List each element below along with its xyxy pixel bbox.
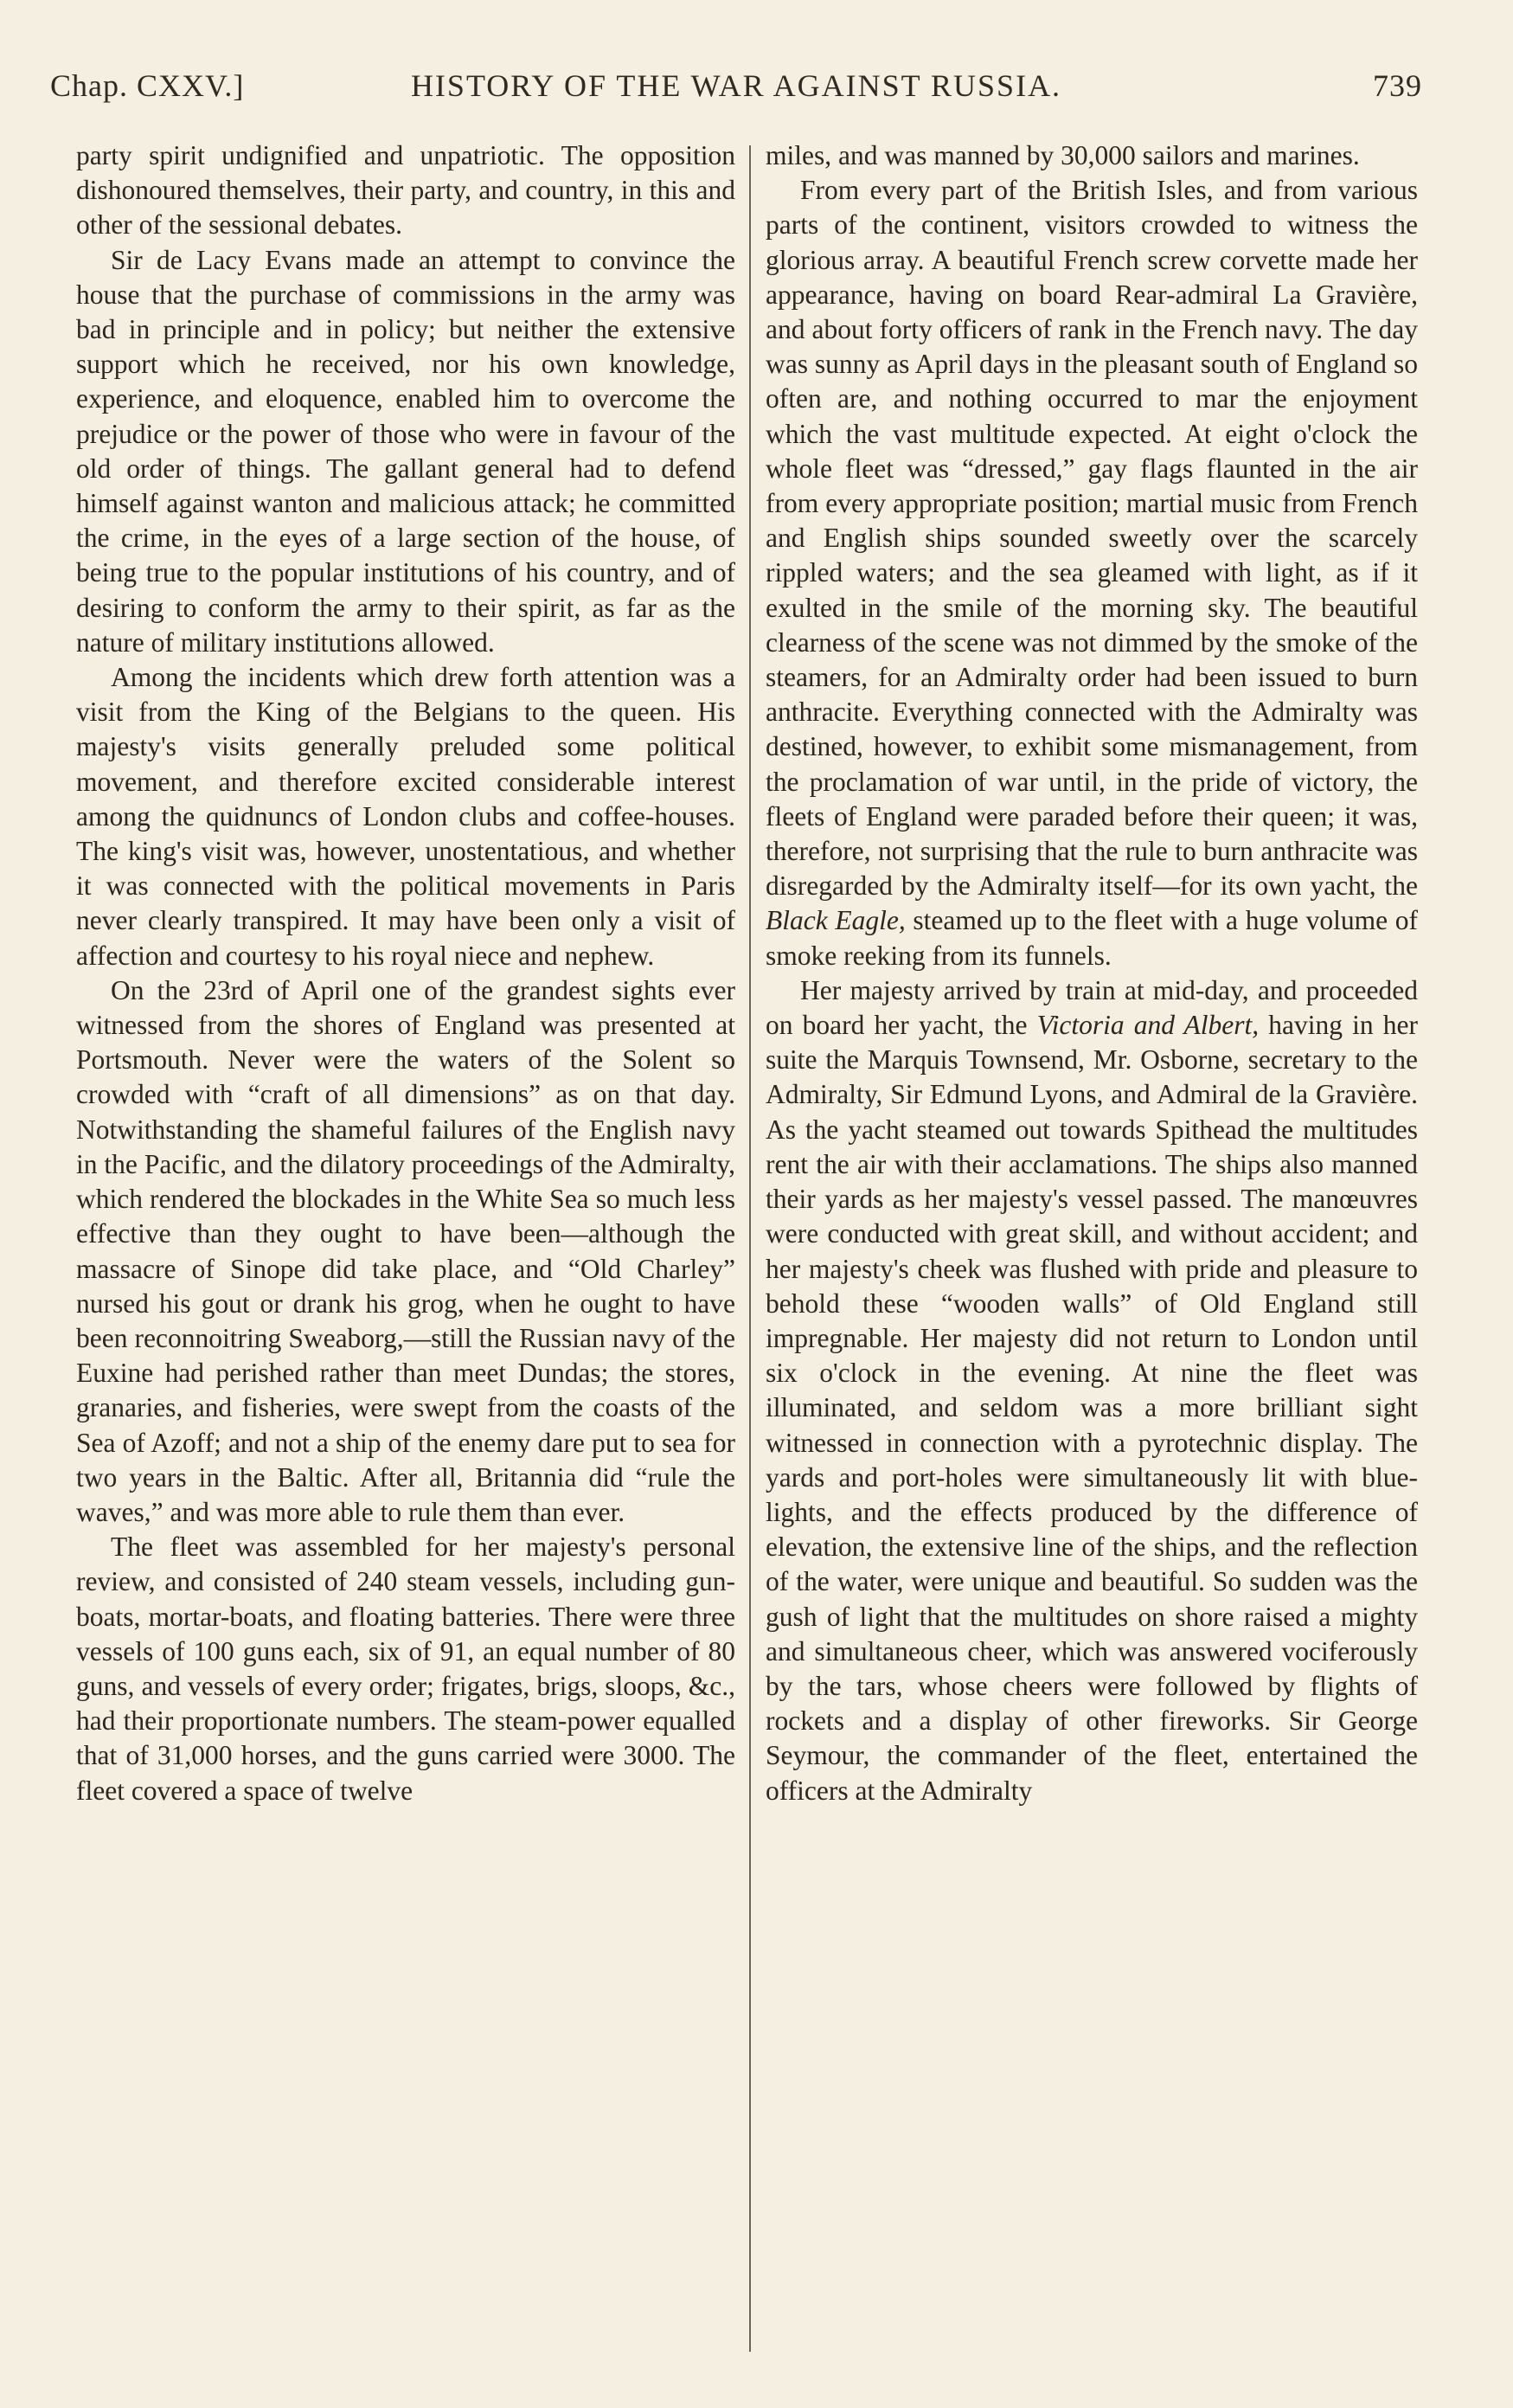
running-title: HISTORY OF THE WAR AGAINST RUSSIA. <box>410 68 1062 103</box>
ship-name: Victoria and Albert, <box>1036 1010 1260 1041</box>
column-divider <box>749 145 751 2352</box>
paragraph: Among the incidents which drew forth attention was a visit from the King of the Belgians to the queen. His majesty's visits generally preluded some political movement, and therefore excited considerable interest among the quidnuncs of London clubs and coffee-houses. The king's visit was, however, unostentatious, and whether it was connected with the political movements in Paris never clearly transpired. It may have been only a visit of affection and courtesy to his royal niece and nephew. <box>76 662 735 971</box>
paragraph-text: From every part of the British Isles, and from various parts of the continent, visitors crowded to witness the glorious array. A beautiful French screw corvette made her appearance, having on board Rear-admiral La Gravière, and about forty officers of rank in the French navy. The day was sunny as April days in the pleasant south of England so often are, and nothing occurred to mar the enjoyment which the vast multitude expected. At eight o'clock the whole fleet was “dressed,” gay flags flaunted in the air from every appropriate position; martial music from French and English ships sounded sweetly over the scarcely rippled waters; and the sea gleamed with light, as if it exulted in the smile of the morning sky. The beautiful clearness of the scene was not dimmed by the smoke of the steamers, for an Admiralty order had been issued to burn anthracite. Everything connected with the Admiralty was destined, however, to exhibit some mismanagement, from the proclamation of war until, in the pride of victory, the fleets of England were paraded before their queen; it was, therefore, not surprising that the rule to burn anthracite was disregarded by the Admiralty itself—for its own yacht, the <box>766 175 1418 902</box>
paragraph: The fleet was assembled for her majesty's personal review, and consisted of 240 steam vessels, including gun-boats, mortar-boats, and floating batteries. There were three vessels of 100 guns each, six of 91, an equal number of 80 guns, and vessels of every order; frigates, brigs, sloops, &c., had their proportionate numbers. The steam-power equalled that of 31,000 horses, and the guns carried were 3000. The fleet covered a space of twelve <box>76 1531 735 1806</box>
left-column <box>76 138 735 2366</box>
paragraph: party spirit undignified and unpatriotic. The opposition dishonoured themselves, their party, and country, in this and other of the sessional debates. <box>76 140 735 241</box>
paragraph-text: having in her suite the Marquis Townsend, Mr. Osborne, secretary to the Admiralty, Sir Edmund Lyons, and Admiral de la Gravière. As the yacht steamed out towards Spithead the multitudes rent the air with their acclamations. The ships also manned their yards as her majesty's vessel passed. The manœuvres were conducted with great skill, and without accident; and her majesty's cheek was flushed with pride and pleasure to behold these “wooden walls” of Old England still impregnable. Her majesty did not return to London until six o'clock in the evening. At nine the fleet was illuminated, and seldom was a more brilliant sight witnessed in connection with a pyrotechnic display. The yards and port-holes were simultaneously lit with blue-lights, and the effects produced by the difference of elevation, the extensive line of the ships, and the reflection of the water, were unique and beautiful. So sudden was the gush of light that the multitudes on shore raised a mighty and simultaneous cheer, which was answered vociferously by the tars, whose cheers were followed by flights of rockets and a display of other fireworks. Sir George Seymour, the commander of the fleet, entertained the officers at the Admiralty <box>766 1010 1418 1806</box>
running-header <box>50 67 1422 119</box>
ship-name: Black Eagle, <box>766 905 906 936</box>
paragraph: Sir de Lacy Evans made an attempt to convince the house that the purchase of commissions in the army was bad in principle and in policy; but neither the extensive support which he received, nor his own knowledge, experience, and eloquence, enabled him to overcome the prejudice or the power of those who were in favour of the old order of things. The gallant general had to defend himself against wanton and malicious attack; he committed the crime, in the eyes of a large section of the house, of being true to the popular institutions of his country, and of desiring to conform the army to their spirit, as far as the nature of military institutions allowed. <box>76 244 735 658</box>
chapter-label: Chap. CXXV.] <box>50 68 245 103</box>
paragraph <box>766 973 1418 1808</box>
paragraph <box>766 173 1418 973</box>
right-column <box>766 138 1418 2366</box>
paragraph: miles, and was manned by 30,000 sailors and marines. <box>766 140 1360 170</box>
paragraph-text: steamed up to the fleet with a huge volume of smoke reeking from its funnels. <box>766 905 1418 971</box>
paragraph: On the 23rd of April one of the grandest sights ever witnessed from the shores of England was presented at Portsmouth. Never were the waters of the Solent so crowded with “craft of all dimensions” as on that day. Notwithstanding the shameful failures of the English navy in the Pacific, and the dilatory proceedings of the Admiralty, which rendered the blockades in the White Sea so much less effective than they ought to have been—although the massacre of Sinope did take place, and “Old Charley” nursed his gout or drank his grog, when he ought to have been reconnoitring Sweaborg,—still the Russian navy of the Euxine had perished rather than meet Dundas; the stores, granaries, and fisheries, were swept from the coasts of the Sea of Azoff; and not a ship of the enemy dare put to sea for two years in the Baltic. After all, Britannia did “rule the waves,” and was more able to rule them than ever. <box>76 974 735 1527</box>
page-number: 739 <box>1373 68 1422 103</box>
paragraph-text: Her majesty arrived by train at mid-day, and proceeded on board her yacht, the <box>766 974 1418 1041</box>
